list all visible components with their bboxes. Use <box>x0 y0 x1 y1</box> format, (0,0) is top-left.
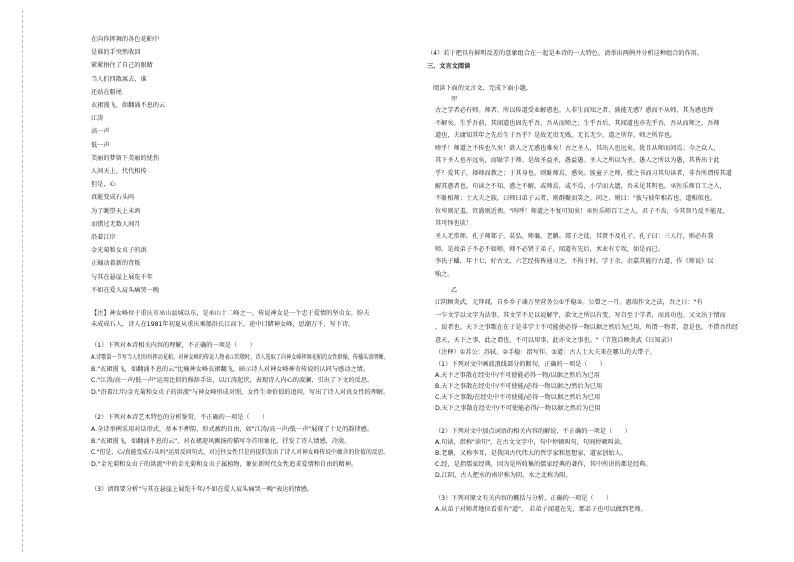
question-1-option: C."江涛/高一声/低一声"运用比拟的修辞手法，以江涛起伏，表现诗人内心的波澜，引出了下文的反思。 <box>91 377 374 384</box>
question-6-option: C.经，是指儒家经典，因为是所收集的儒家经典的著作，其中所讲的都是经典。 <box>435 461 652 468</box>
passage-a-line: 道也，夫庸知其年之先后生于吾乎？是故无贵无贱，无长无少，道之所存，师之所存也。 <box>435 132 677 140</box>
passage-a-line: 不解矣。生乎吾前，其闻道也固先乎吾，吾从而师之；生乎吾后，其闻道也亦先乎吾，吾从而师之。吾师 <box>435 119 720 127</box>
poem-line: 金光菊和女贞子的洪 <box>91 247 147 255</box>
question-5-option: B.天下之事散在经史中/不可使能/必得一物以据之/然后为已用 <box>435 383 603 390</box>
passage-a-line: 嗟乎！师道之不传也久矣！欲人之无惑也难矣！古之圣人，其出人也远矣，犹且从师而问焉；今之众人， <box>435 144 720 152</box>
passage-a-line: 圣人无常师。孔子师郯子、苌弘、师襄、老聃。郯子之徒，其贤不及孔子。孔子曰：三人行，则必有我 <box>435 233 714 240</box>
passage-b-line: 江阴顾炎武，元拜闻，自乡乡子诵万里营务公①乎稳②。公曾之一月。惠端作文之法，吾之日："有 <box>435 299 703 307</box>
passage-a-line: 古之学者必有师。师者，所以传道受业解惑也。人非生而知之者，孰能无惑？惑而不从师，其为惑也终 <box>435 107 714 114</box>
question-2-stem: （2）下列对本诗艺术特色的分析鉴赏，不正确的一项是（ ） <box>91 414 269 421</box>
question-5-option: A.天下之事散在经史中/不可使能必得一物/以据之然后为已用 <box>435 372 600 379</box>
question-6-option: D.江阴，古人把水的南岸称为阴，水之北称为阳。 <box>435 472 572 479</box>
poem-line: 高一声 <box>91 128 110 136</box>
question-6-stem: （2）下列对文中加点词语的相关内容的解说，不正确的一项是（ ） <box>435 428 631 435</box>
passage-a-line: 其可怪也欤！ <box>435 220 473 228</box>
poem-line: 正煽动着新的背叛 <box>91 260 141 268</box>
question-3-stem: （3）请简要分析"与其在悬崖上展览千年/不如在爱人肩头痛哭一晚"表达的情感。 <box>91 486 314 493</box>
question-4-stem: （4）若于把具有鲜明反差的意象组合在一起是本诗的一大特色，请举出两例并分析这种组合的作用。 <box>427 50 704 57</box>
poem-line: 沿着江岸 <box>91 234 116 241</box>
question-5-option: C.天下之事散/在经史中不可使能/必得一物以据之然后为已用 <box>435 394 601 401</box>
section-title: 三、文言文阅读 <box>427 63 471 70</box>
question-1-option: B."衣裙漫飞，如翻涌不息的云"比喻神女峰衣裙翻飞，暗示诗人对神女峰神奇传说的认同与感动之情。 <box>91 365 369 373</box>
passage-a-line: 不耻相师；士大夫之族，曰师曰弟子云者，则群聚而笑之。问之，则曰："彼与彼年相若也，道相似也。 <box>435 195 717 203</box>
passage-b-line: ，说者也。天下之事歌在在于是非学士不可能使必得一物以据之然后为已用，所谓一物者，意是也。不借吾纬经 <box>435 324 739 332</box>
question-1-option: A.诗歌第一节写当人们纷纷挥动花帕，对神女峰的传说人物表示钦敬时，诗人选取了向神女峰挥舞花帕的女性群像，传播头效明晰。 <box>91 354 389 361</box>
passage-a-line: 解其惑者也。句读之不知，惑之不解，或师焉，或不焉，小学而大遗，吾未见其明也。巫医乐师百工之人， <box>435 182 726 190</box>
question-2-option: D."金光菊和女贞子的洪流"中的金光菊和女贞子属植物，象征新时代女性追求爱情和自由的精神。 <box>91 460 358 468</box>
question-2-option: A.全诗举例采用对话形式，基本不押韵，形式被约自由，如"江涛/高一声/低一声"展现了十足的韵律感。 <box>91 426 374 433</box>
passage-a-line: 贻之。 <box>435 270 454 278</box>
binding-line <box>22 10 23 552</box>
poem-line: 与其在悬崖上展览千年 <box>91 273 153 281</box>
poem-note-line: 【注】神女峰位于重庆市巫山县城以东，是巫山十二峰之一，传说神女是一个忠于爱情的坚贞女，盼夫 <box>91 310 370 317</box>
question-7-stem: （3）下列对原文有关内容的概括与分析，正确的一项是（ ） <box>435 495 613 502</box>
question-1-stem: （1）下列对本诗相关内容的理解，不正确的一项是（ ） <box>91 342 256 349</box>
passage-notes: （注释）①苏公：苏轼。②手稳：指写作。③道：古人士大夫来在哪儿的大带子。 <box>435 349 656 356</box>
poem-line: 衣裙漫飞，如翻涌不息的云 <box>91 102 166 109</box>
poem-line: 真能变成石头吗 <box>91 194 135 202</box>
question-5-stem: （1）下列对文中画波浪线部分的断句，正确的一项是（ ） <box>435 361 606 368</box>
passage-b-label: 乙 <box>451 287 458 295</box>
question-6-option: A.句读，指称"读句"，在古文文字中，句中停顿叫句，句间停顿叫读。 <box>435 439 627 446</box>
poem-line: 美丽的梦留下美丽的忧伤 <box>91 154 160 162</box>
poem-line: 还站在船尾 <box>91 88 122 96</box>
poem-line: 江涛 <box>91 115 104 123</box>
passage-a-line: 其下圣人也亦远矣，而耻学于师。是故圣益圣，愚益愚。圣人之所以为圣，愚人之所以为愚，其皆出于此 <box>435 157 720 165</box>
poem-line: 而错过无数人间月 <box>91 220 141 228</box>
question-2-option: C."但是，心/真能变成石头吗"运用反问句式，对过往女性只是的提倡发出了诗人对神女峰传说中蕴含的价值的反思。 <box>91 449 390 456</box>
passage-a-line: 师。是故弟子不必不如师，师不必贤于弟子，闻道有先后，术业有专攻，如是而已。 <box>435 245 664 253</box>
poem-line: 紧紧捂住了自己的眼睛 <box>91 62 153 70</box>
question-6-option: B.老聃，又称李耳，是我国古代伟大的哲学家和思想家，道家创始人。 <box>435 450 627 457</box>
poem-line: 是谁的手突然收回 <box>91 49 141 57</box>
poem-line: 人间天上，代代相传 <box>91 168 147 175</box>
reading-intro: 阅读下面的文言文，完成下面小题。 <box>433 85 532 92</box>
passage-a-line: 位卑则足羞，官盛则近谀。"呜呼！师道之不复可知矣！巫医乐师百工之人，君子不齿，今其智乃反不能及， <box>435 207 729 215</box>
question-1-option: D."沿着江岸/金光菊和女贞子的洪流"与神女峰形成对照，女性生命价值的追问，写出了诗人对真女性的理解。 <box>91 388 390 396</box>
question-2-option: B."衣裙漫飞，如翻涌不息的云"，对衣裙迎风飘扬的描写今首形象化，抒发了诗人情感，冷淡。 <box>91 437 351 445</box>
poem-line: 当人们四散离去，谁 <box>91 75 147 83</box>
passage-a-line: 乎？爱其子，择师而教之；于其身也，则耻师焉，惑矣。彼童子之师，授之书而习其句读者，非吾所谓传其道 <box>435 170 732 177</box>
poem-line: 但是，心 <box>91 181 116 189</box>
poem-line: 不如在爱人肩头痛哭一晚 <box>91 286 160 294</box>
passage-b-line: 一乍文学以文字为法事，其文学不足以说解宇，欲文之所以有变，写自至于学者，而真功也。又文出于情而 <box>435 311 726 319</box>
poem-note-line: 未成成石人，诗人在1981年初夏从重庆乘船沿长江而下，途中目睹神女峰，思潮万千，写下诗。 <box>91 321 355 328</box>
poem-line: 低一声 <box>91 141 110 149</box>
passage-a-line: 李氏子蟠，年十七，好古文，六艺经传皆通习之，不拘于时，学于余。余嘉其能行古道，作《师说》以 <box>435 258 714 266</box>
passage-b-line: 意天，天下之事，此之谓也，不可以用事，此亦文之事也。"（节选自顾炎武《日知录》） <box>435 336 677 344</box>
question-7-option: A.从弟子对师者地位看重有"道"。 若弟子闻道在先，那弟子也可以做到老师。 <box>435 506 647 513</box>
question-5-option: D.天下之事散在经史中/不可使能必得/一物以据之然后为已用 <box>435 405 601 412</box>
passage-a-label: 甲 <box>451 96 458 103</box>
poem-line: 为了眺望天上未鸿 <box>91 207 141 215</box>
poem-line: 在向你挥舞的各色花帕中 <box>91 36 160 43</box>
